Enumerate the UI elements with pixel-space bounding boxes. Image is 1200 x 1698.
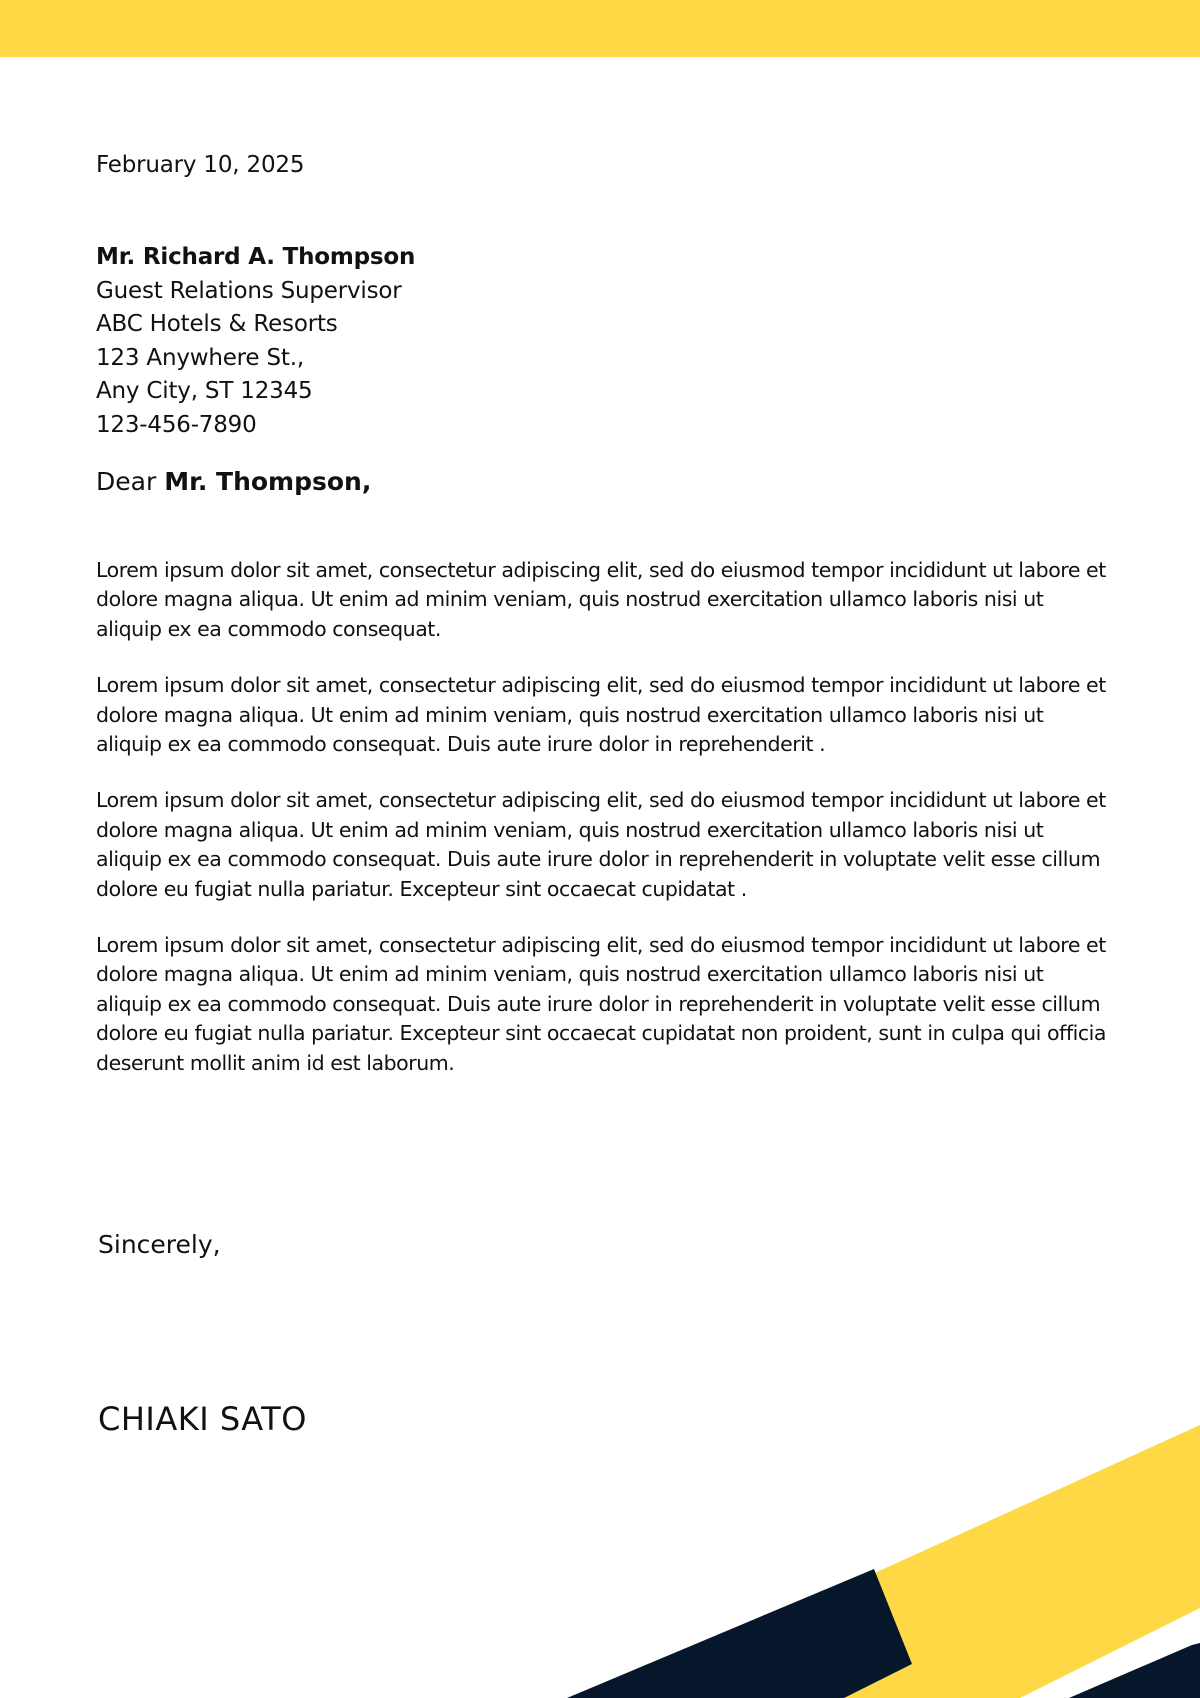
recipient-phone: 123-456-7890	[96, 411, 257, 438]
corner-stripe-yellow	[600, 1425, 1200, 1698]
signer-name: CHIAKI SATO	[98, 1400, 307, 1438]
recipient-block	[96, 241, 415, 442]
recipient-address-line1: 123 Anywhere St.,	[96, 344, 304, 371]
body-paragraph-3: Lorem ipsum dolor sit amet, consectetur adipiscing elit, sed do eiusmod tempor incididunt ut labore et dolore magna aliqua. Ut enim ad minim veniam, quis nostrud exercitation ullamco laboris nisi ut aliquip ex ea commodo consequat. Duis aute irure dolor in reprehenderit in voluptate velit esse cillum dolore eu fugiat nulla pariatur. Excepteur sint occaecat cupidatat .	[96, 788, 1106, 901]
recipient-company: ABC Hotels & Resorts	[96, 311, 338, 337]
body-paragraph-2: Lorem ipsum dolor sit amet, consectetur adipiscing elit, sed do eiusmod tempor incididunt ut labore et dolore magna aliqua. Ut enim ad minim veniam, quis nostrud exercitation ullamco laboris nisi ut aliquip ex ea commodo consequat. Duis aute irure dolor in reprehenderit .	[96, 673, 1106, 757]
header-accent-bar	[0, 0, 1200, 57]
body-paragraph-1: Lorem ipsum dolor sit amet, consectetur adipiscing elit, sed do eiusmod tempor incididunt ut labore et dolore magna aliqua. Ut enim ad minim veniam, quis nostrud exercitation ullamco laboris nisi ut aliquip ex ea commodo consequat.	[96, 558, 1106, 641]
recipient-address-line2: Any City, ST 12345	[96, 378, 313, 404]
recipient-name: Mr. Richard A. Thompson	[96, 244, 416, 270]
body-paragraph-4: Lorem ipsum dolor sit amet, consectetur adipiscing elit, sed do eiusmod tempor incididunt ut labore et dolore magna aliqua. Ut enim ad minim veniam, quis nostrud exercitation ullamco laboris nisi ut aliquip ex ea commodo consequat. Duis aute irure dolor in reprehenderit in voluptate velit esse cillum dolore eu fugiat nulla pariatur. Excepteur sint occaecat cupidatat non proident, sunt in culpa qui officia deserunt mollit anim id est laborum.	[96, 933, 1107, 1075]
closing: Sincerely,	[98, 1230, 221, 1259]
letter-body	[96, 556, 1106, 1105]
corner-stripe-navy	[567, 1569, 912, 1698]
salutation	[96, 465, 371, 499]
salutation-name: Mr. Thompson,	[164, 467, 372, 496]
corner-stripe-navy-small	[1069, 1643, 1200, 1698]
recipient-title: Guest Relations Supervisor	[96, 277, 402, 304]
letter-date: February 10, 2025	[96, 152, 305, 178]
salutation-greeting: Dear	[96, 467, 157, 496]
